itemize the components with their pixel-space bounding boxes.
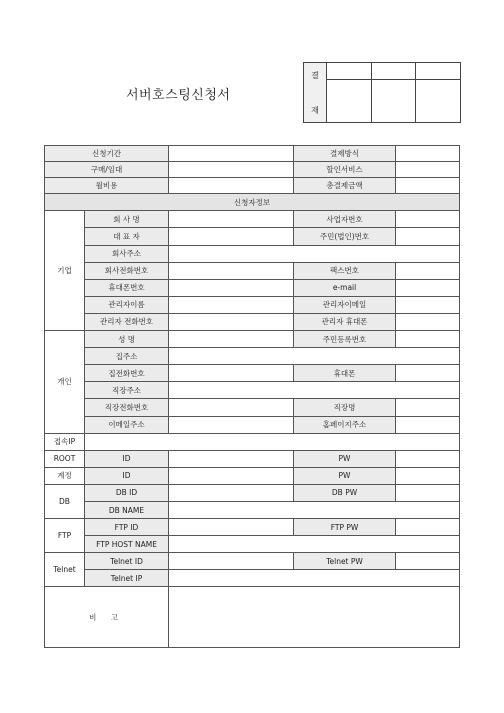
- application-form: [44, 145, 460, 648]
- period-field[interactable]: [169, 146, 294, 162]
- manager-name-label: 관리자이름: [85, 296, 169, 313]
- company-mobile-label: 휴대폰번호: [85, 279, 169, 296]
- representative-label: 대 표 자: [85, 228, 169, 245]
- work-phone-label: 직장전화번호: [85, 399, 169, 416]
- ftp-id-label: FTP ID: [85, 519, 169, 536]
- company-email-field[interactable]: [396, 279, 460, 296]
- total-payment-field[interactable]: [396, 178, 460, 194]
- personal-mobile-label: 휴대폰: [294, 365, 396, 382]
- company-address-field[interactable]: [169, 245, 460, 262]
- work-phone-field[interactable]: [169, 399, 294, 416]
- corp-resident-no-field[interactable]: [396, 228, 460, 245]
- telnet-ip-field[interactable]: [169, 570, 460, 587]
- business-no-field[interactable]: [396, 211, 460, 228]
- personal-group-label: 개인: [45, 331, 85, 434]
- company-name-label: 회 사 명: [85, 211, 169, 228]
- root-id-label: ID: [85, 450, 169, 467]
- period-label: 신청기간: [45, 146, 169, 162]
- discount-service-field[interactable]: [396, 162, 460, 178]
- manager-name-field[interactable]: [169, 296, 294, 313]
- approval-signer-1-title[interactable]: [327, 63, 372, 80]
- manager-phone-label: 관리자 전화번호: [85, 313, 169, 330]
- db-id-field[interactable]: [169, 484, 294, 501]
- payment-method-field[interactable]: [396, 146, 460, 162]
- personal-name-label: 성 명: [85, 331, 169, 348]
- company-address-label: 회사주소: [85, 245, 169, 262]
- work-address-label: 직장주소: [85, 382, 169, 399]
- business-no-label: 사업자번호: [294, 211, 396, 228]
- ftp-label: FTP: [45, 519, 85, 553]
- manager-email-field[interactable]: [396, 296, 460, 313]
- fax-label: 팩스번호: [294, 262, 396, 279]
- root-label: ROOT: [45, 450, 85, 467]
- ftp-host-field[interactable]: [169, 536, 460, 553]
- approval-signer-2-title[interactable]: [371, 63, 416, 80]
- telnet-label: Telnet: [45, 553, 85, 587]
- approval-label-top: 결: [311, 70, 319, 80]
- company-phone-label: 회사전화번호: [85, 262, 169, 279]
- telnet-ip-label: Telnet IP: [85, 570, 169, 587]
- approval-signer-1-sign[interactable]: [327, 80, 372, 123]
- root-pw-field[interactable]: [396, 450, 460, 467]
- company-email-label: e-mail: [294, 279, 396, 296]
- purchase-rent-label: 구매/임대: [45, 162, 169, 178]
- root-id-field[interactable]: [169, 450, 294, 467]
- ftp-host-label: FTP HOST NAME: [85, 536, 169, 553]
- home-address-label: 집주소: [85, 348, 169, 365]
- ftp-id-field[interactable]: [169, 519, 294, 536]
- account-id-label: ID: [85, 467, 169, 484]
- approval-signer-3-title[interactable]: [416, 63, 461, 80]
- workplace-label: 직장명: [294, 399, 396, 416]
- payment-method-label: 결제방식: [294, 146, 396, 162]
- total-payment-label: 총결제금액: [294, 178, 396, 194]
- db-name-label: DB NAME: [85, 501, 169, 518]
- home-phone-field[interactable]: [169, 365, 294, 382]
- personal-name-field[interactable]: [169, 331, 294, 348]
- access-ip-label: 접속IP: [45, 433, 85, 450]
- workplace-field[interactable]: [396, 399, 460, 416]
- ftp-pw-field[interactable]: [396, 519, 460, 536]
- personal-email-field[interactable]: [169, 416, 294, 433]
- personal-resident-no-field[interactable]: [396, 331, 460, 348]
- account-id-field[interactable]: [169, 467, 294, 484]
- corp-resident-no-label: 주민(법인)번호: [294, 228, 396, 245]
- representative-field[interactable]: [169, 228, 294, 245]
- db-pw-label: DB PW: [294, 484, 396, 501]
- home-phone-label: 집전화번호: [85, 365, 169, 382]
- personal-email-label: 이메일주소: [85, 416, 169, 433]
- monthly-fee-label: 월비용: [45, 178, 169, 194]
- remarks-field[interactable]: [169, 587, 460, 648]
- homepage-field[interactable]: [396, 416, 460, 433]
- ftp-pw-label: FTP PW: [294, 519, 396, 536]
- db-name-field[interactable]: [169, 501, 460, 518]
- approval-label: [304, 63, 327, 123]
- manager-mobile-field[interactable]: [396, 313, 460, 330]
- db-label: DB: [45, 484, 85, 518]
- discount-service-label: 할인서비스: [294, 162, 396, 178]
- company-mobile-field[interactable]: [169, 279, 294, 296]
- approval-label-bottom: 재: [311, 105, 319, 115]
- monthly-fee-field[interactable]: [169, 178, 294, 194]
- remarks-label: 비 고: [45, 587, 169, 648]
- db-pw-field[interactable]: [396, 484, 460, 501]
- approval-box: [303, 62, 461, 123]
- account-label: 계정: [45, 467, 85, 484]
- company-group-label: 기업: [45, 211, 85, 331]
- manager-email-label: 관리자이메일: [294, 296, 396, 313]
- applicant-section-header: 신청자정보: [45, 194, 460, 211]
- db-id-label: DB ID: [85, 484, 169, 501]
- manager-mobile-label: 관리자 휴대폰: [294, 313, 396, 330]
- company-phone-field[interactable]: [169, 262, 294, 279]
- homepage-label: 홈페이지주소: [294, 416, 396, 433]
- company-name-field[interactable]: [169, 211, 294, 228]
- account-pw-label: PW: [294, 467, 396, 484]
- personal-resident-no-label: 주민등록번호: [294, 331, 396, 348]
- telnet-id-field[interactable]: [169, 553, 294, 570]
- access-ip-field[interactable]: [85, 433, 460, 450]
- root-pw-label: PW: [294, 450, 396, 467]
- document-title: 서버호스팅신청서: [126, 88, 231, 103]
- telnet-pw-label: Telnet PW: [294, 553, 396, 570]
- home-address-field[interactable]: [169, 348, 460, 365]
- purchase-rent-field[interactable]: [169, 162, 294, 178]
- approval-signer-2-sign[interactable]: [371, 80, 416, 123]
- manager-phone-field[interactable]: [169, 313, 294, 330]
- fax-field[interactable]: [396, 262, 460, 279]
- telnet-id-label: Telnet ID: [85, 553, 169, 570]
- account-pw-field[interactable]: [396, 467, 460, 484]
- personal-mobile-field[interactable]: [396, 365, 460, 382]
- telnet-pw-field[interactable]: [396, 553, 460, 570]
- approval-signer-3-sign[interactable]: [416, 80, 461, 123]
- work-address-field[interactable]: [169, 382, 460, 399]
